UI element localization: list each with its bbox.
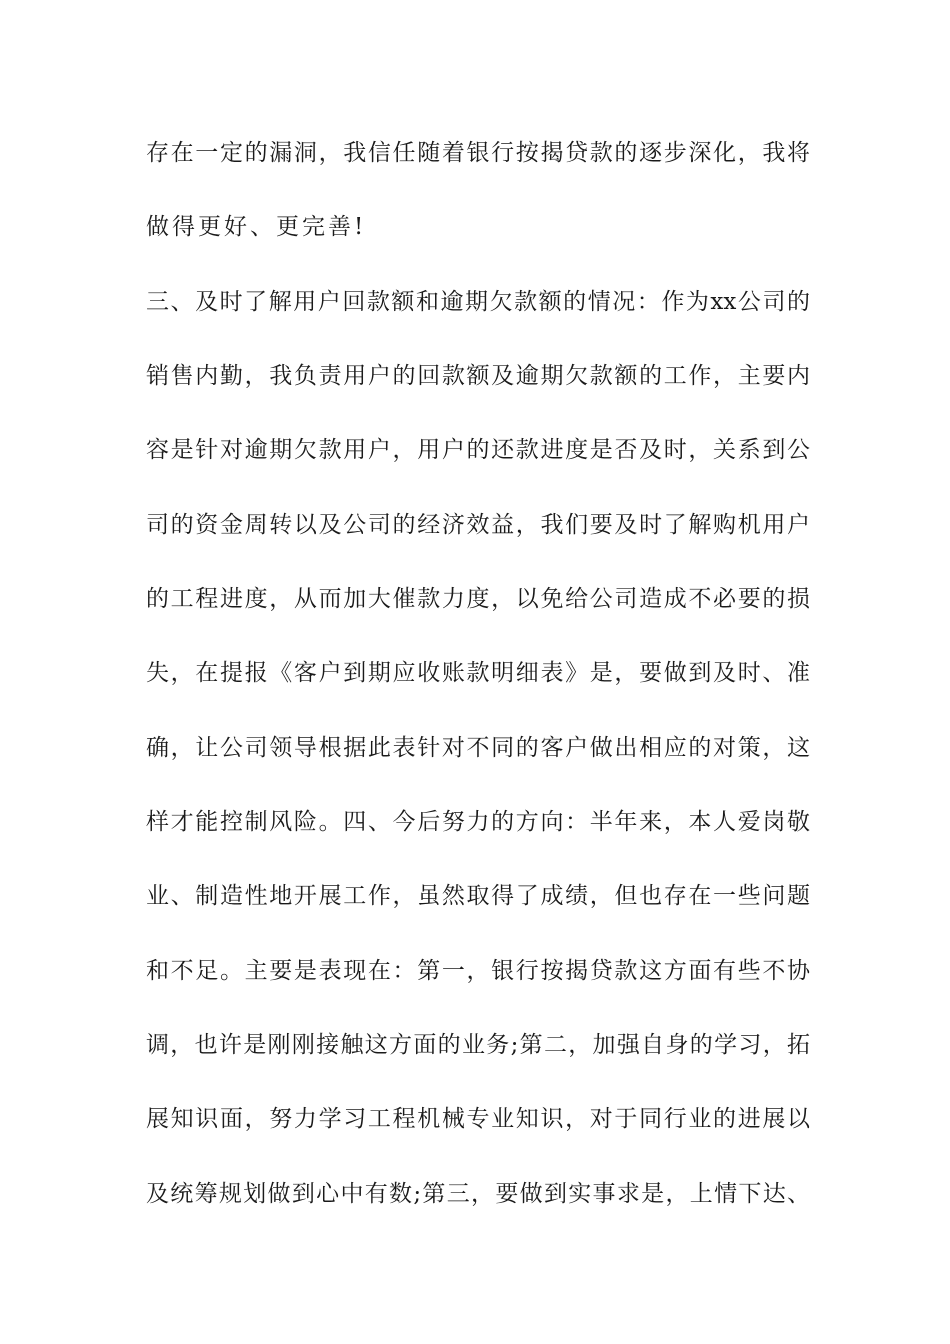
paragraph-line-5: 容是针对逾期欠款用户，用户的还款进度是否及时，关系到公	[146, 437, 810, 463]
paragraph-line-13: 调，也许是刚刚接触这方面的业务;第二，加强自身的学习，拓	[146, 1032, 810, 1058]
paragraph-line-4: 销售内勤，我负责用户的回款额及逾期欠款额的工作，主要内	[146, 363, 810, 389]
paragraph-line-12: 和不足。主要是表现在：第一，银行按揭贷款这方面有些不协	[146, 958, 810, 984]
paragraph-line-7: 的工程进度，从而加大催款力度，以免给公司造成不必要的损	[146, 586, 810, 612]
paragraph-line-15: 及统筹规划做到心中有数;第三，要做到实事求是，上情下达、	[146, 1181, 810, 1207]
paragraph-line-6: 司的资金周转以及公司的经济效益，我们要及时了解购机用户	[146, 512, 810, 538]
paragraph-line-14: 展知识面，努力学习工程机械专业知识，对于同行业的进展以	[146, 1106, 810, 1132]
paragraph-line-1: 存在一定的漏洞，我信任随着银行按揭贷款的逐步深化，我将	[146, 140, 810, 166]
paragraph-line-3: 三、及时了解用户回款额和逾期欠款额的情况：作为xx公司的	[146, 289, 810, 315]
paragraph-line-9: 确，让公司领导根据此表针对不同的客户做出相应的对策，这	[146, 735, 810, 761]
paragraph-line-2: 做得更好、更完善!	[146, 214, 367, 240]
paragraph-line-11: 业、制造性地开展工作，虽然取得了成绩，但也存在一些问题	[146, 883, 810, 909]
paragraph-line-8: 失，在提报《客户到期应收账款明细表》是，要做到及时、准	[146, 660, 810, 686]
paragraph-line-10: 样才能控制风险。四、今后努力的方向：半年来，本人爱岗敬	[146, 809, 810, 835]
